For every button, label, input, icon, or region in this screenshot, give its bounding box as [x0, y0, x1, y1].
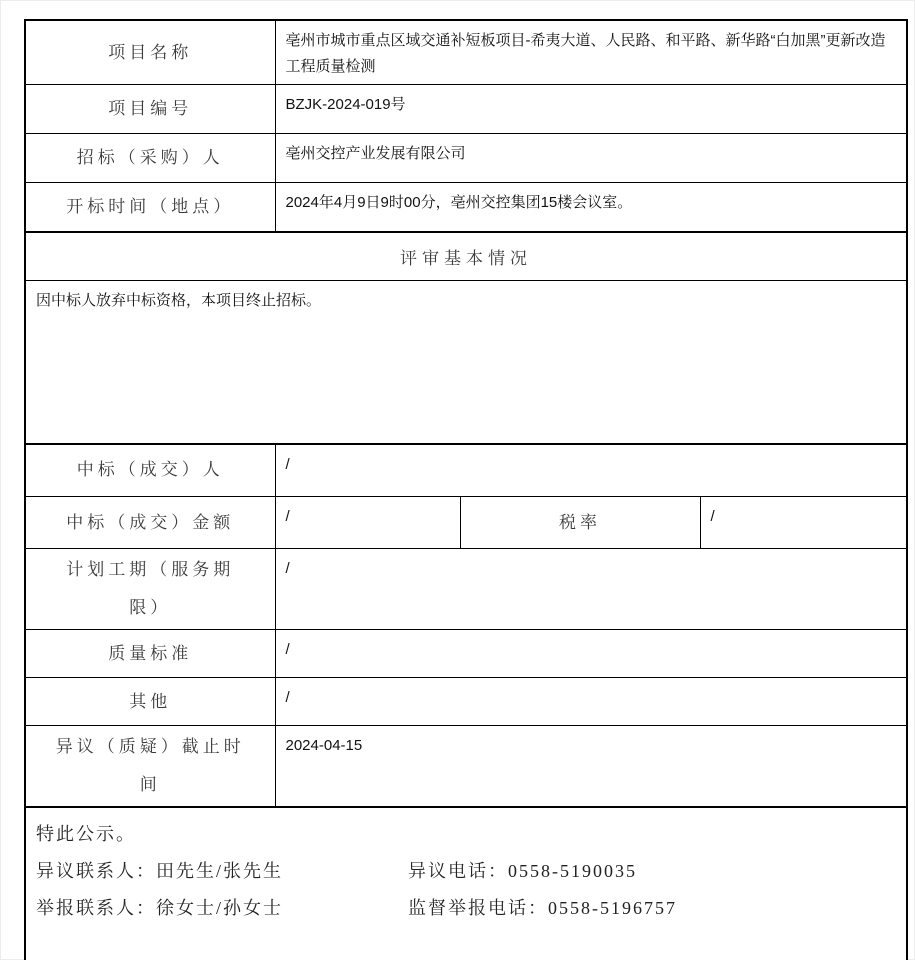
- report-contact: 举报联系人：徐女士/孙女士: [36, 898, 283, 918]
- other-label: 其他: [25, 678, 275, 726]
- bid-announcement-table: [24, 19, 908, 960]
- project-number-label: 项目编号: [25, 85, 275, 134]
- bid-opening-value: 2024年4月9日9时00分，亳州交控集团15楼会议室。: [275, 183, 907, 232]
- bid-opening-label: 开标时间（地点）: [25, 183, 275, 232]
- project-name-value: 亳州市城市重点区域交通补短板项目-希夷大道、人民路、和平路、新华路“白加黑”更新改造工程质量检测: [275, 20, 907, 85]
- row-bid-opening: [25, 183, 907, 232]
- row-quality: [25, 630, 907, 678]
- row-review-header: [25, 232, 907, 281]
- quality-value: /: [275, 630, 907, 678]
- report-phone: 监督举报电话：0558-5196757: [408, 898, 677, 918]
- quality-label: 质量标准: [25, 630, 275, 678]
- winner-value: /: [275, 444, 907, 497]
- review-content-text: 因中标人放弃中标资格，本项目终止招标。: [25, 281, 907, 444]
- amount-label: 中标（成交）金额: [25, 497, 275, 549]
- tax-rate-label: 税率: [460, 497, 700, 549]
- row-winner: [25, 444, 907, 497]
- report-contact-line: [36, 890, 896, 927]
- objection-phone: 异议电话：0558-5190035: [408, 861, 637, 881]
- purchaser-label: 招标（采购）人: [25, 134, 275, 183]
- schedule-value: /: [275, 549, 907, 630]
- tax-rate-value: /: [700, 497, 907, 549]
- amount-value: /: [275, 497, 460, 549]
- row-project-number: [25, 85, 907, 134]
- row-footer: [25, 807, 907, 960]
- row-objection-deadline: [25, 726, 907, 808]
- row-purchaser: [25, 134, 907, 183]
- schedule-label: 计划工期（服务期限）: [25, 549, 275, 630]
- project-name-label: 项目名称: [25, 20, 275, 85]
- purchaser-value: 亳州交控产业发展有限公司: [275, 134, 907, 183]
- row-amount: [25, 497, 907, 549]
- announcement-page: [1, 1, 915, 960]
- project-number-value: BZJK-2024-019号: [275, 85, 907, 134]
- row-other: [25, 678, 907, 726]
- objection-contact-line: [36, 853, 896, 890]
- footer-cell: [25, 807, 907, 960]
- objection-deadline-label: 异议（质疑）截止时间: [25, 726, 275, 808]
- row-project-name: [25, 20, 907, 85]
- review-section-title: 评审基本情况: [25, 232, 907, 281]
- objection-deadline-value: 2024-04-15: [275, 726, 907, 808]
- other-value: /: [275, 678, 907, 726]
- notice-text: 特此公示。: [36, 824, 136, 844]
- row-schedule: [25, 549, 907, 630]
- objection-contact: 异议联系人：田先生/张先生: [36, 861, 283, 881]
- row-review-content: [25, 281, 907, 444]
- winner-label: 中标（成交）人: [25, 444, 275, 497]
